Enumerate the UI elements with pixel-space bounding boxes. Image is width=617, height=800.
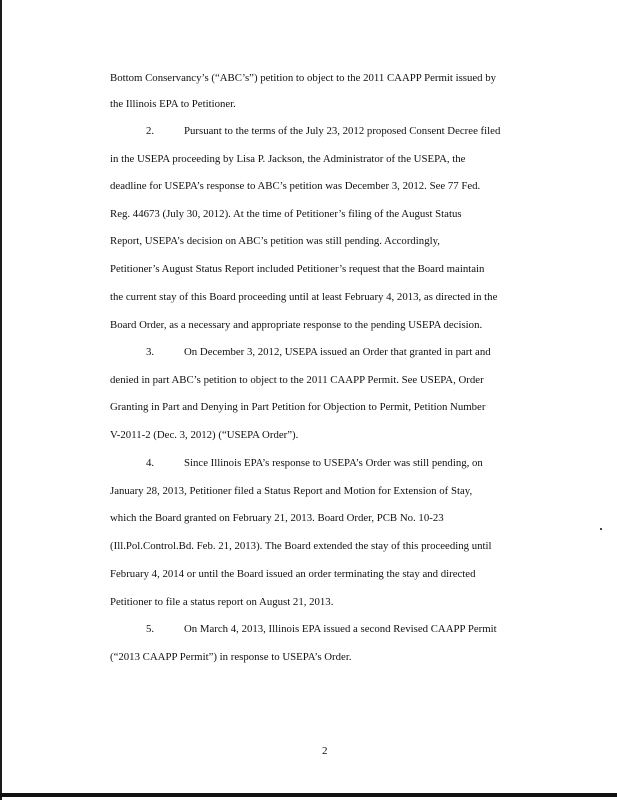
text-line: Granting in Part and Denying in Part Petition for Objection to Permit, Petition Number <box>110 401 486 413</box>
paragraph-first-line: On December 3, 2012, USEPA issued an Order that granted in part and <box>184 346 491 358</box>
text-line: February 4, 2014 or until the Board issued an order terminating the stay and directed <box>110 568 476 580</box>
text-line: (“2013 CAAPP Permit”) in response to USEPA’s Order. <box>110 651 352 663</box>
text-line: denied in part ABC’s petition to object to the 2011 CAAPP Permit. See USEPA, Order <box>110 374 484 386</box>
scan-bottom-bar <box>0 793 617 797</box>
scan-left-edge <box>0 0 2 800</box>
text-line: which the Board granted on February 21, 2013. Board Order, PCB No. 10-23 <box>110 512 444 524</box>
paragraph-number: 2. <box>146 125 155 137</box>
text-line: V-2011-2 (Dec. 3, 2012) (“USEPA Order”). <box>110 429 299 441</box>
text-line: deadline for USEPA’s response to ABC’s petition was December 3, 2012. See 77 Fed. <box>110 180 481 192</box>
paragraph-first-line: Pursuant to the terms of the July 23, 2012 proposed Consent Decree filed <box>184 125 501 137</box>
text-line: Board Order, as a necessary and appropriate response to the pending USEPA decision. <box>110 319 483 331</box>
page-number: 2 <box>322 745 328 757</box>
scan-speck <box>600 528 602 530</box>
text-line: Petitioner to file a status report on August 21, 2013. <box>110 596 334 608</box>
paragraph-first-line: Since Illinois EPA’s response to USEPA’s Order was still pending, on <box>184 457 483 469</box>
text-line: Report, USEPA’s decision on ABC’s petition was still pending. Accordingly, <box>110 235 441 247</box>
text-line: Reg. 44673 (July 30, 2012). At the time of Petitioner’s filing of the August Status <box>110 208 462 220</box>
text-line: January 28, 2013, Petitioner filed a Status Report and Motion for Extension of Stay, <box>110 485 473 497</box>
text-line: Bottom Conservancy’s (“ABC’s”) petition to object to the 2011 CAAPP Permit issued by <box>110 72 497 84</box>
text-line: Petitioner’s August Status Report included Petitioner’s request that the Board maintain <box>110 263 485 275</box>
paragraph-number: 4. <box>146 457 155 469</box>
paragraph-number: 5. <box>146 623 155 635</box>
text-line: (Ill.Pol.Control.Bd. Feb. 21, 2013). The Board extended the stay of this proceeding until <box>110 540 492 552</box>
text-line: the Illinois EPA to Petitioner. <box>110 98 236 110</box>
paragraph-number: 3. <box>146 346 155 358</box>
paragraph-first-line: On March 4, 2013, Illinois EPA issued a second Revised CAAPP Permit <box>184 623 497 635</box>
text-line: the current stay of this Board proceeding until at least February 4, 2013, as directed in the <box>110 291 498 303</box>
text-line: in the USEPA proceeding by Lisa P. Jackson, the Administrator of the USEPA, the <box>110 153 466 165</box>
